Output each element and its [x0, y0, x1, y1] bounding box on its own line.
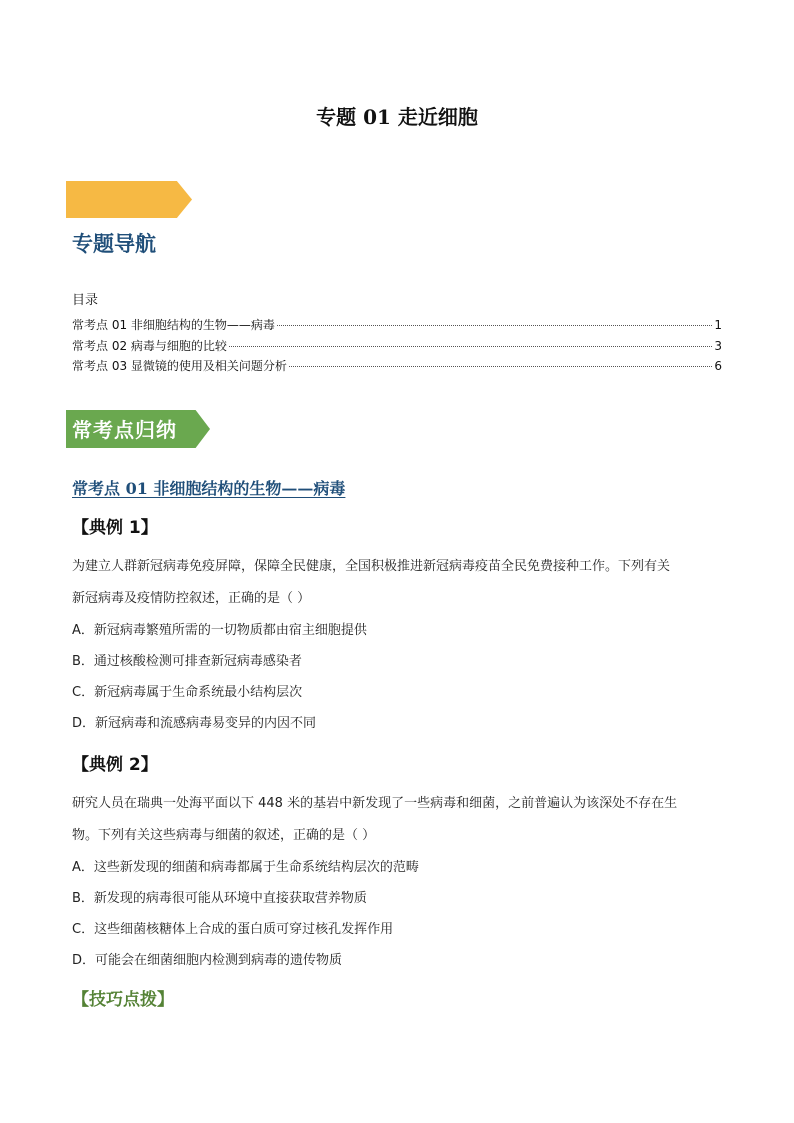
example-1-option-c: C．新冠病毒属于生命系统最小结构层次 — [72, 685, 303, 700]
example-1-stem-line: 为建立人群新冠病毒免疫屏障，保障全民健康，全国积极推进新冠病毒疫苗全民免费接种工作。下列有关 — [72, 559, 671, 574]
example-2-stem-line: 研究人员在瑞典一处海平面以下 448 米的基岩中新发现了一些病毒和细菌，之前普遍认为该深处不存在生 — [72, 796, 678, 811]
toc-item[interactable] — [72, 357, 722, 375]
green-banner-label: 常考点归纳 — [72, 418, 177, 442]
nav-heading: 专题导航 — [72, 232, 156, 256]
example-2-heading: 【典例 2】 — [72, 755, 158, 775]
example-2-option-c: C．这些细菌核糖体上合成的蛋白质可穿过核孔发挥作用 — [72, 922, 394, 937]
example-1-option-b: B．通过核酸检测可排查新冠病毒感染者 — [72, 654, 302, 669]
example-2-stem-line: 物。下列有关这些病毒与细菌的叙述，正确的是（ ） — [72, 828, 376, 843]
example-2-option-b: B．新发现的病毒很可能从环境中直接获取营养物质 — [72, 891, 367, 906]
toc-item-label: 常考点 02 病毒与细胞的比较 — [72, 339, 227, 353]
example-1-option-d: D．新冠病毒和流感病毒易变异的内因不同 — [72, 716, 317, 731]
example-1-stem-line: 新冠病毒及疫情防控叙述，正确的是（ ） — [72, 591, 311, 606]
example-2-option-a: A．这些新发现的细菌和病毒都属于生命系统结构层次的范畴 — [72, 860, 419, 875]
toc-item[interactable] — [72, 337, 722, 355]
toc-leader-dots — [229, 346, 712, 347]
example-1-option-a: A．新冠病毒繁殖所需的一切物质都由宿主细胞提供 — [72, 623, 367, 638]
section-title: 常考点 01 非细胞结构的生物——病毒 — [72, 479, 346, 498]
tips-heading: 【技巧点拨】 — [72, 990, 174, 1010]
toc-leader-dots — [289, 366, 712, 367]
toc-item-label: 常考点 01 非细胞结构的生物——病毒 — [72, 318, 275, 332]
toc-item-label: 常考点 03 显微镜的使用及相关问题分析 — [72, 359, 287, 373]
document-title: 专题 01 走近细胞 — [316, 105, 478, 129]
toc-title: 目录 — [72, 293, 99, 308]
toc-leader-dots — [277, 325, 712, 326]
toc-item-page: 3 — [714, 339, 722, 353]
example-1-heading: 【典例 1】 — [72, 518, 158, 538]
toc-item[interactable] — [72, 316, 722, 334]
toc-item-page: 6 — [714, 359, 722, 373]
toc-item-page: 1 — [714, 318, 722, 332]
orange-banner-decoration — [66, 181, 192, 218]
example-2-option-d: D．可能会在细菌细胞内检测到病毒的遗传物质 — [72, 953, 343, 968]
